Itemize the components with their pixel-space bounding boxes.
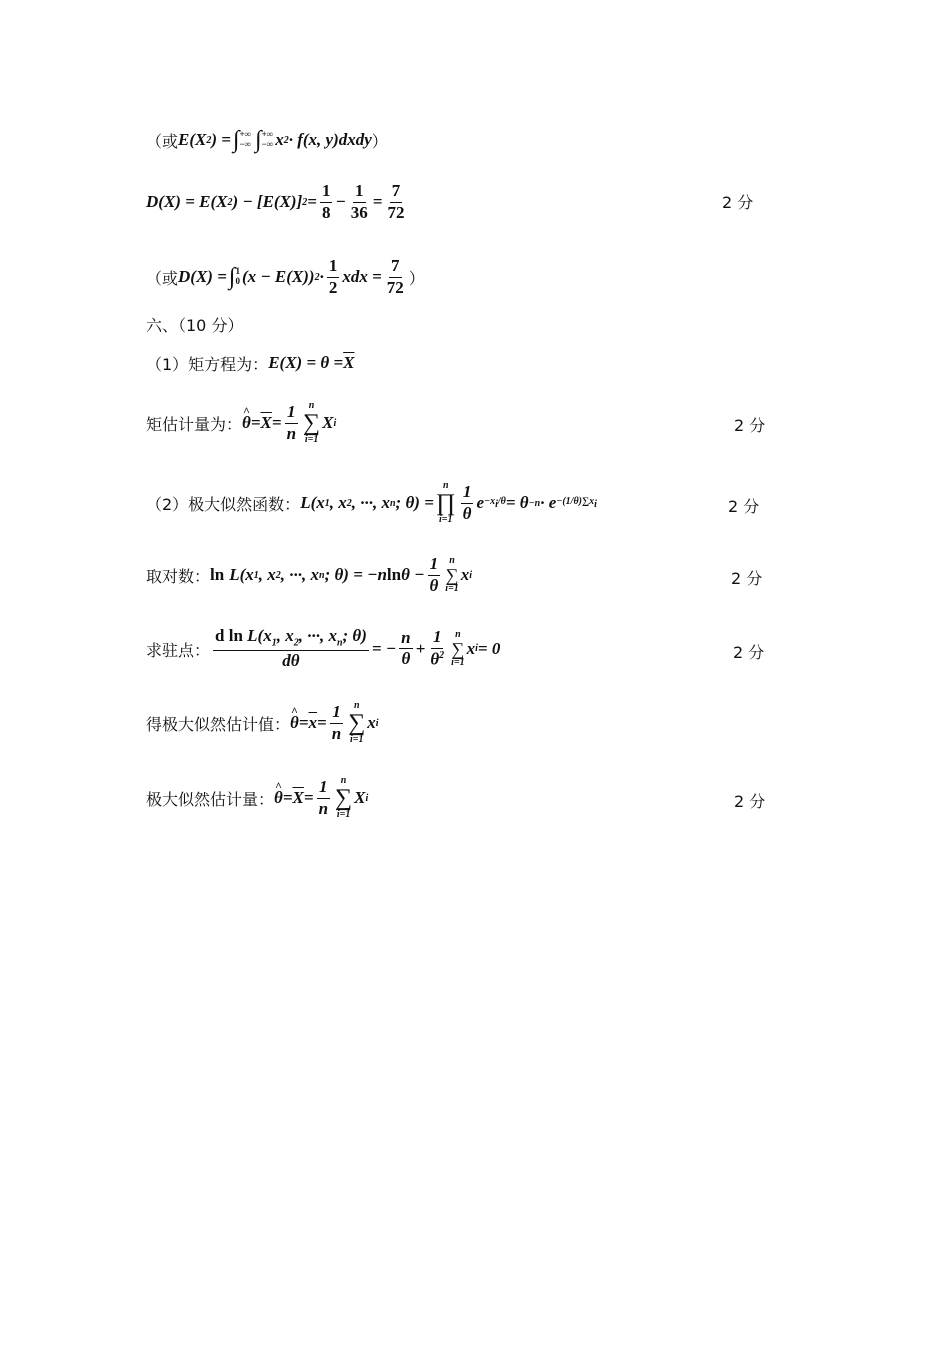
score-label: 2 分 [734, 792, 766, 811]
formula-variance-integral: D(X) = ∫ 1 0 (x − E(X)) 2 · $\frac{1}{2}$ xdx = $\frac{7}{72}$ [178, 255, 404, 297]
mle-value-label: 得极大似然估计值： [146, 714, 291, 734]
formula-mle-value: ^ θ = $\overline{x}$ = $\frac{1}{n}$ n ∑ i=1 x i [290, 701, 379, 745]
mle-estimator-label: 极大似然估计量： [146, 789, 275, 809]
score-label: 2 分 [731, 569, 763, 588]
formula-log-likelihood: ln L(x 1 , x 2 , ···, x n ; θ) = −n ln θ − $\frac{1}{\theta}$ n ∑ i=1 x i [210, 553, 473, 595]
line-likelihood [146, 478, 597, 528]
line-mle-estimator [146, 773, 368, 823]
paren-open: （或 [146, 268, 179, 288]
formula-ex2: E(X 2 ) = ∫ +∞ −∞ ∫ +∞ −∞ x 2 · f(x, y)dxdy [178, 126, 372, 153]
log-likelihood-label: 取对数： [146, 566, 211, 586]
line-moment-estimator [146, 398, 336, 448]
line-mle-value [146, 698, 379, 748]
line-ex2-integral [146, 115, 388, 165]
likelihood-label: （2）极大似然函数： [146, 494, 301, 514]
line-log-likelihood [146, 550, 472, 600]
score-label: 2 分 [734, 416, 766, 435]
score-label: 2 分 [733, 643, 765, 662]
section-title: 六、（10 分） [146, 315, 244, 335]
stationary-point-label: 求驻点： [146, 640, 211, 660]
line-variance-integral [146, 252, 425, 302]
line-moment-equation [146, 338, 354, 388]
formula-variance: D(X) = E(X 2 ) − [E(X)] 2 = $\frac{1}{8}$ − $\frac{1}{36}$ = $\frac{7}{72}$ [146, 180, 405, 222]
formula-mle-estimator: ^ θ = $\overline{X}$ = $\frac{1}{n}$ n ∑ i=1 X i [274, 776, 368, 820]
line-stationary-point [146, 624, 500, 674]
paren-close: ） [408, 268, 425, 288]
score-label: 2 分 [722, 193, 754, 212]
formula-moment-equation: E(X) = θ = $\overline{X}$ [268, 353, 355, 372]
score-label: 2 分 [728, 497, 760, 516]
paren-open: （或 [146, 131, 179, 151]
formula-stationary-point: $\frac{d \ln L(x_1, x_2, \cdot\cdot\cdot, x_n; \theta)}{d\theta}$ = − $\frac{n}{\theta}$ + $\frac{1}{\theta^2}$ n ∑ i=1 x i = 0 [215, 626, 501, 670]
moment-estimator-label: 矩估计量为： [146, 414, 243, 434]
paren-close: ） [371, 131, 388, 151]
formula-moment-estimator: ^ θ = $\overline{X}$ = $\frac{1}{n}$ n ∑ i=1 X i [242, 401, 336, 445]
line-variance [146, 177, 409, 227]
formula-likelihood: L(x 1 , x 2 , ···, x n ; θ) = n ∏ i=1 $\frac{1}{\theta}$ e $-x_i/\theta$ = θ −n · e $-(1/\theta)\sum x_i$ [300, 480, 597, 525]
moment-equation-label: （1）矩方程为： [146, 354, 269, 374]
